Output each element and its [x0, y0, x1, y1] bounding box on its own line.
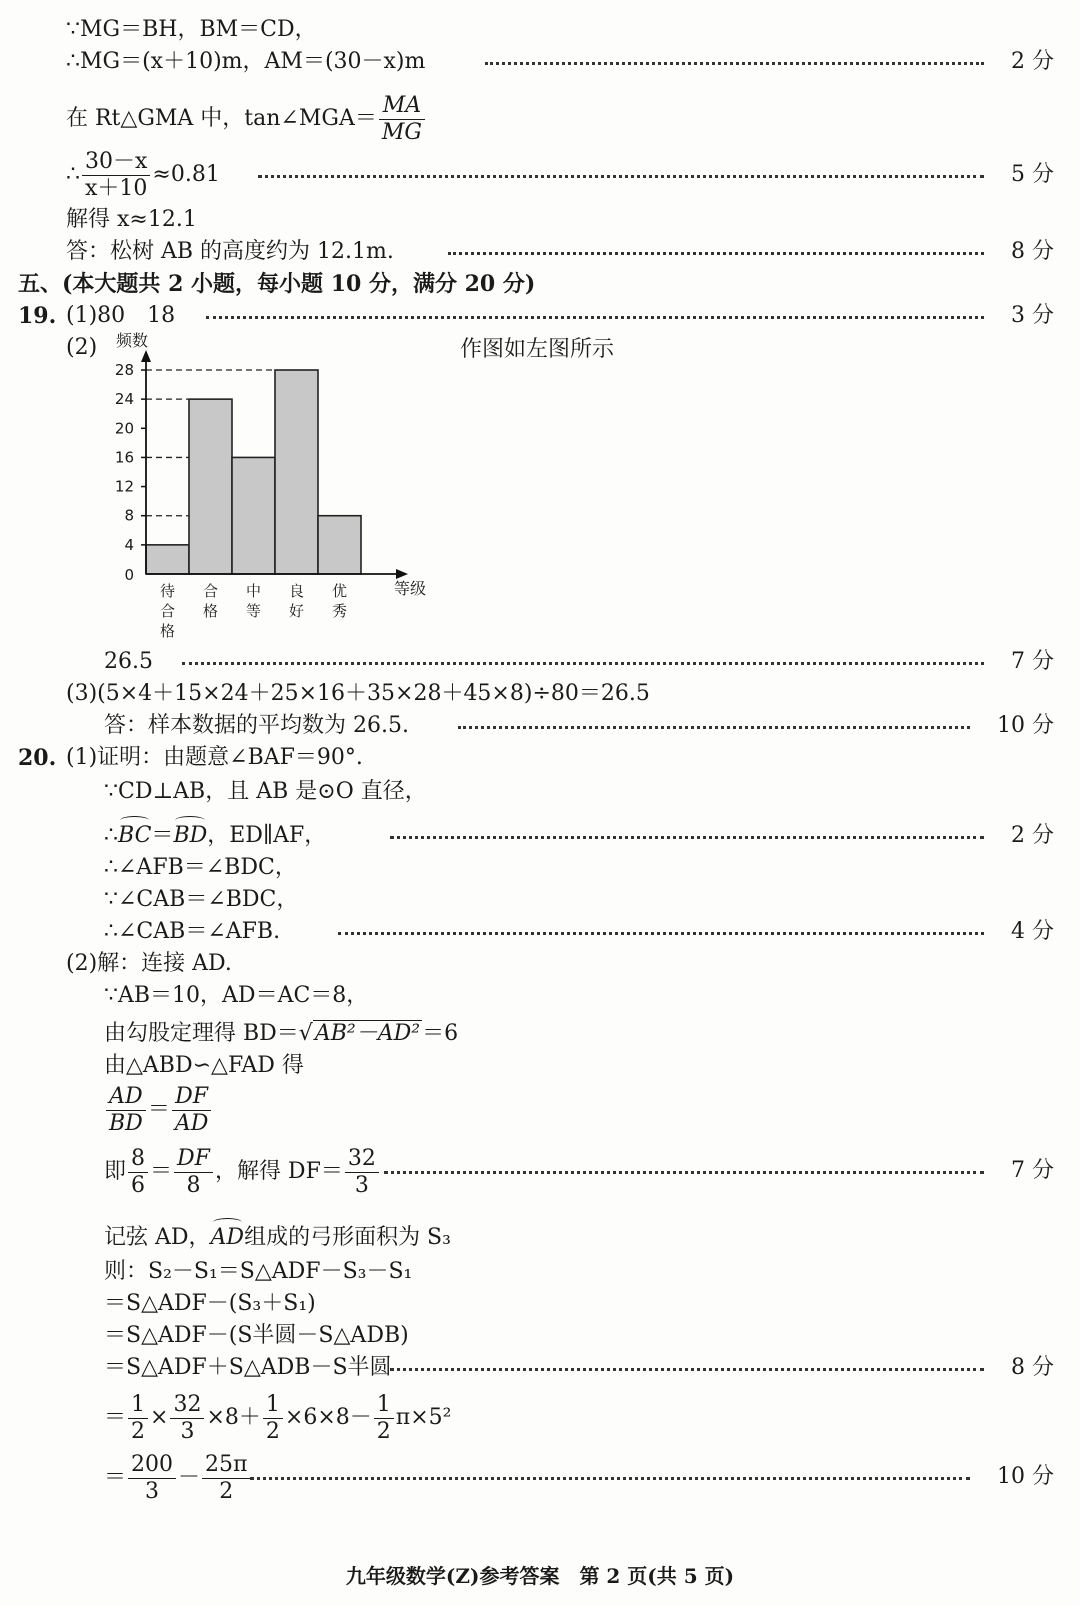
- denominator: AD: [174, 1110, 209, 1136]
- parallel-text: ，ED∥AF，: [207, 823, 327, 848]
- denominator: 6: [131, 1172, 146, 1198]
- numerator: 200: [128, 1452, 176, 1479]
- fraction: [128, 1452, 176, 1505]
- line-tan: [66, 92, 427, 146]
- operator-text: ×6×8－: [284, 1405, 372, 1430]
- equals-text: ＝: [104, 1405, 127, 1430]
- q20-line-e: ∴∠CAB＝∠AFB.: [104, 919, 281, 944]
- numerator: 32: [170, 1392, 204, 1419]
- ie-text: 即: [104, 1159, 127, 1184]
- category-label: 合格: [202, 582, 219, 620]
- numerator: AD: [106, 1084, 146, 1111]
- approx-text: ≈0.81: [152, 162, 220, 187]
- q20-line-c: ∴∠AFB＝∠BDC，: [104, 855, 297, 880]
- denominator: 3: [145, 1478, 160, 1504]
- q20-line-h: 由△ABD∽△FAD 得: [104, 1053, 304, 1078]
- bar: [318, 516, 361, 574]
- fraction: [379, 93, 425, 146]
- line-mg-bh: ∵MG＝BH，BM＝CD，: [66, 17, 317, 42]
- tan-text: 在 Rt△GMA 中，tan∠MGA＝: [66, 106, 377, 131]
- denominator: 3: [180, 1418, 195, 1444]
- radicand: AB²－AD²: [314, 1021, 421, 1046]
- line-solve: 解得 x≈12.1: [66, 207, 197, 232]
- therefore-text: ∴: [104, 823, 118, 848]
- leader-dots: [250, 1477, 970, 1482]
- denominator: 2: [131, 1418, 146, 1444]
- q20-line-n: ＝S△ADF－(S半圆－S△ADB): [104, 1323, 409, 1348]
- result-text: ＝6: [422, 1021, 459, 1046]
- equals-text: ＝: [147, 1097, 170, 1122]
- page-footer: 九年级数学(Z)参考答案 第 2 页(共 5 页): [345, 1564, 735, 1588]
- score-mark: 4 分: [1011, 919, 1054, 944]
- denominator: 2: [265, 1418, 280, 1444]
- category-label: 优秀: [331, 582, 348, 620]
- category-label: 良好: [288, 582, 305, 620]
- fraction: [170, 1392, 204, 1445]
- q20-line-d: ∵∠CAB＝∠BDC，: [104, 887, 299, 912]
- category-label: 待合格: [159, 582, 176, 640]
- q20-part2: (2)解：连接 AD.: [66, 951, 232, 976]
- q19-part1: (1)80 18: [66, 303, 176, 328]
- score-mark: 10 分: [997, 1464, 1054, 1489]
- fraction: [128, 1146, 148, 1199]
- denominator: 2: [219, 1478, 234, 1504]
- score-mark: 10 分: [997, 713, 1054, 738]
- q20-line-o: ＝S△ADF＋S△ADB－S半圆: [104, 1355, 392, 1380]
- denominator: 8: [186, 1172, 201, 1198]
- fraction: [202, 1452, 250, 1505]
- operator-text: π×5²: [395, 1405, 452, 1430]
- q20-line-l: 则：S₂－S₁＝S△ADF－S₃－S₁: [104, 1259, 413, 1284]
- x-axis-title: 等级: [394, 579, 427, 598]
- chart-note: 作图如左图所示: [460, 337, 615, 362]
- question-number-20: 20.: [18, 745, 57, 771]
- fraction: [374, 1392, 394, 1445]
- y-tick-label: 0: [124, 566, 134, 584]
- minus-text: －: [178, 1465, 201, 1490]
- segment-text: 组成的弓形面积为 S₃: [244, 1225, 451, 1250]
- score-mark: 2 分: [1011, 49, 1054, 74]
- line-mg-am: ∴MG＝(x＋10)m，AM＝(30－x)m: [66, 49, 426, 74]
- score-mark: 8 分: [1011, 1355, 1054, 1380]
- leader-dots: [390, 836, 984, 841]
- denominator: x＋10: [85, 175, 148, 201]
- fraction: [82, 149, 150, 202]
- y-tick-label: 20: [114, 419, 134, 438]
- denominator: BD: [109, 1110, 143, 1136]
- numerator: 32: [345, 1146, 379, 1173]
- q19-part3: (3)(5×4＋15×24＋25×16＋35×28＋45×8)÷80＝26.5: [66, 681, 650, 706]
- q20-line-f: ∵AB＝10，AD＝AC＝8，: [104, 983, 369, 1008]
- leader-dots: [485, 62, 984, 67]
- arc-ad: AD: [211, 1222, 245, 1254]
- numerator: MA: [379, 93, 425, 120]
- therefore-text: ∴: [66, 162, 80, 187]
- arc-bc: BC: [118, 820, 151, 852]
- pythagoras-text: 由勾股定理得 BD＝√: [104, 1021, 313, 1046]
- leader-dots: [338, 932, 984, 937]
- fraction: [345, 1146, 379, 1199]
- numerator: 25π: [202, 1452, 250, 1479]
- question-number-19: 19.: [18, 303, 57, 329]
- leader-dots: [384, 1171, 984, 1176]
- numerator: 1: [263, 1392, 283, 1419]
- y-axis-arrow: [141, 350, 151, 362]
- q19-value: 26.5: [104, 649, 153, 674]
- score-mark: 3 分: [1011, 303, 1054, 328]
- q20-line-b: [104, 820, 326, 852]
- chart-bars: [146, 370, 361, 574]
- bar: [232, 457, 275, 574]
- bar: [275, 370, 318, 574]
- equals-text: ＝: [104, 1465, 127, 1490]
- leader-dots: [458, 726, 970, 731]
- denominator: MG: [381, 119, 422, 145]
- score-mark: 8 分: [1011, 239, 1054, 264]
- operator-text: ×: [150, 1405, 169, 1430]
- score-mark: 7 分: [1011, 1158, 1054, 1183]
- denominator: 2: [376, 1418, 391, 1444]
- line-ratio: [66, 148, 220, 202]
- y-axis-title: 频数: [116, 332, 149, 350]
- y-tick-label: 4: [124, 535, 134, 554]
- y-tick-label: 8: [124, 506, 134, 525]
- leader-dots: [258, 175, 984, 180]
- numerator: DF: [172, 1084, 212, 1111]
- score-mark: 2 分: [1011, 823, 1054, 848]
- fraction: [263, 1392, 283, 1445]
- q19-part2-label: (2): [66, 335, 98, 360]
- y-tick-label: 24: [114, 390, 134, 409]
- y-tick-label: 12: [114, 477, 134, 496]
- leader-dots: [448, 252, 984, 257]
- q19-answer: 答：样本数据的平均数为 26.5.: [104, 713, 409, 738]
- numerator: 1: [374, 1392, 394, 1419]
- equals-text: ＝: [151, 823, 174, 848]
- equals-text: ＝: [150, 1159, 173, 1184]
- chord-text: 记弦 AD，: [104, 1225, 211, 1250]
- numerator: DF: [174, 1146, 213, 1173]
- arc-bd: BD: [173, 820, 207, 852]
- score-mark: 5 分: [1011, 162, 1054, 187]
- solve-text: ，解得 DF＝: [214, 1159, 343, 1184]
- score-mark: 7 分: [1011, 649, 1054, 674]
- q20-line-j: [104, 1144, 381, 1200]
- bar: [146, 545, 189, 574]
- bar: [189, 399, 232, 574]
- leader-dots: [390, 1368, 984, 1373]
- category-label: 中等: [245, 582, 262, 620]
- q20-line-i: [104, 1082, 213, 1138]
- numerator: 8: [128, 1146, 148, 1173]
- q20-part1: (1)证明：由题意∠BAF＝90°.: [66, 745, 363, 770]
- numerator: 1: [128, 1392, 148, 1419]
- q20-line-g: [104, 1018, 458, 1050]
- leader-dots: [206, 316, 984, 321]
- frequency-histogram: [90, 332, 460, 642]
- operator-text: ×8＋: [206, 1405, 261, 1430]
- fraction: [106, 1084, 146, 1137]
- denominator: 3: [354, 1172, 369, 1198]
- line-answer: 答：松树 AB 的高度约为 12.1m.: [66, 239, 394, 264]
- fraction: [174, 1146, 213, 1199]
- q20-line-k: [104, 1222, 451, 1254]
- leader-dots: [182, 662, 984, 667]
- fraction: [128, 1392, 148, 1445]
- numerator: 30－x: [82, 149, 150, 176]
- y-tick-label: 16: [114, 448, 134, 467]
- q20-line-q: [104, 1450, 252, 1506]
- section-five-title: 五、(本大题共 2 小题，每小题 10 分，满分 20 分): [18, 271, 536, 297]
- x-axis-arrow: [396, 569, 408, 579]
- q20-line-p: [104, 1390, 451, 1446]
- q20-line-a: ∵CD⊥AB，且 AB 是⊙O 直径，: [104, 779, 427, 804]
- fraction: [172, 1084, 212, 1137]
- q20-line-m: ＝S△ADF－(S₃＋S₁): [104, 1291, 316, 1316]
- y-tick-label: 28: [114, 361, 134, 379]
